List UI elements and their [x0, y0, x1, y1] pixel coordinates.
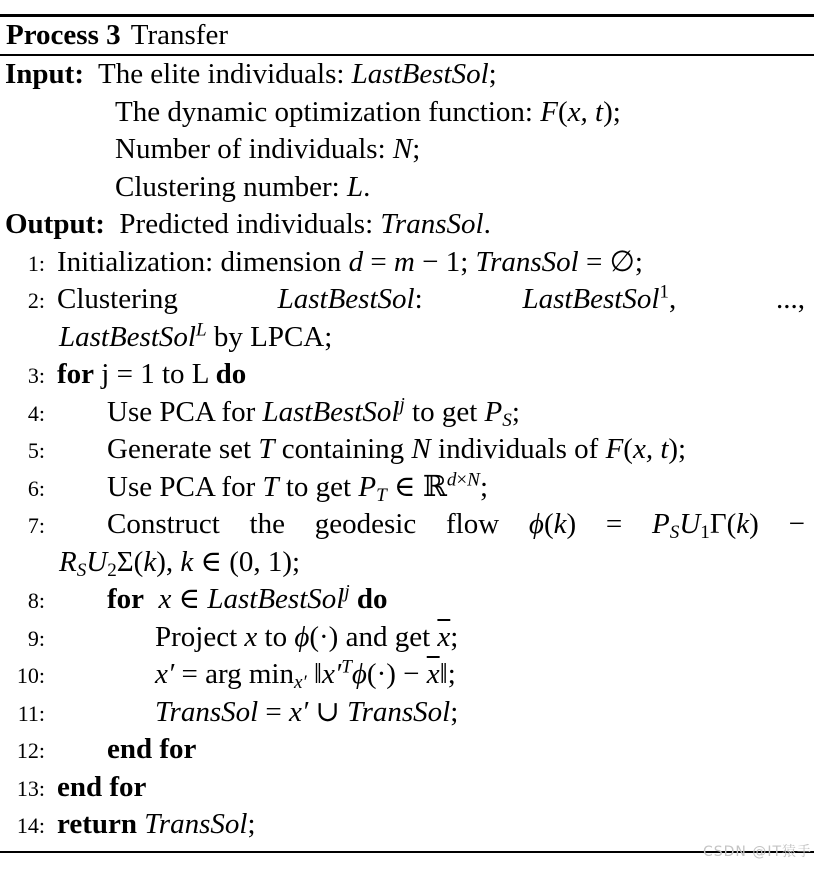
algo-line-3 — [0, 131, 814, 169]
algo-line-16 — [0, 619, 814, 657]
line-number: 8: — [27, 588, 45, 613]
algo-line-18 — [0, 694, 814, 732]
algo-line-15 — [0, 581, 814, 619]
line-content — [0, 56, 497, 94]
line-content — [57, 281, 805, 319]
process-title: Transfer — [130, 19, 228, 51]
algo-line-8 — [0, 319, 814, 357]
algo-line-19 — [0, 731, 814, 769]
line-content — [0, 206, 491, 244]
line-number: 11: — [17, 700, 45, 726]
line-content — [155, 656, 456, 694]
word: return TransSol; — [57, 808, 256, 840]
word: x′ = arg $\min_{x'}$ $‖x'^T\phi(\cdot)$ − $\overline{x}‖$; — [155, 656, 456, 693]
line-content — [0, 131, 420, 169]
algorithm-body — [0, 56, 814, 844]
word: ..., — [776, 283, 805, 315]
line-number: 7: — [27, 513, 45, 538]
word: Initialization: dimension d = m − 1; TransSol = ∅; — [57, 245, 643, 278]
line-number: 5: — [27, 438, 45, 463]
line-content — [57, 769, 146, 807]
line-content — [0, 94, 621, 132]
line-content — [0, 544, 300, 582]
word: Construct — [107, 508, 220, 540]
line-content — [155, 619, 458, 657]
line-content — [57, 244, 643, 282]
algorithm-header — [0, 17, 814, 54]
line-number: 14: — [16, 813, 45, 838]
algo-line-20 — [0, 769, 814, 807]
line-content — [0, 319, 332, 357]
line-number: 2: — [27, 288, 45, 313]
word: Project x to ϕ(·) and get $\overline{x}$; — [155, 620, 459, 653]
line-content — [107, 731, 196, 769]
word: = — [605, 508, 623, 540]
algo-line-4 — [0, 169, 814, 207]
word: LastBestSol$^L$ by LPCA; — [59, 318, 333, 353]
algo-line-9 — [0, 356, 814, 394]
algo-line-7 — [0, 281, 814, 319]
algo-line-11 — [0, 431, 814, 469]
word: flow — [445, 508, 500, 540]
line-content — [107, 581, 388, 619]
line-content — [0, 169, 370, 207]
line-content — [155, 694, 458, 732]
word: Input: The elite individuals: LastBestSol; — [5, 58, 497, 90]
word: Use PCA for LastBestSol$^j$ to get $P_S$; — [107, 393, 520, 431]
word: Clustering — [57, 283, 178, 315]
word: LastBestSol$^1$, — [522, 281, 677, 315]
word: end for — [107, 733, 197, 765]
algo-line-2 — [0, 94, 814, 132]
word: for j = 1 to L do — [57, 358, 247, 390]
word: Clustering number: L. — [115, 170, 371, 203]
word: Generate set T containing N individuals of F(x, t); — [107, 433, 687, 465]
word: $R_SU_2\Sigma(k)$, k ∈ (0, 1); — [59, 545, 301, 581]
word: $P_SU_1\Gamma(k)$ — [652, 508, 759, 543]
algo-line-1 — [0, 56, 814, 94]
line-number: 4: — [27, 400, 45, 426]
word: Number of individuals: N; — [115, 133, 421, 165]
line-number: 13: — [16, 775, 45, 801]
bottom-rule — [0, 851, 814, 853]
word: Output: Predicted individuals: TransSol. — [5, 208, 491, 240]
word: for x ∈ LastBestSol$^j$ do — [107, 581, 388, 615]
line-content — [107, 506, 805, 544]
line-content — [107, 469, 488, 507]
line-number: 10: — [16, 663, 45, 688]
line-content — [57, 356, 246, 394]
algo-line-17 — [0, 656, 814, 694]
algo-line-6 — [0, 244, 814, 282]
algo-line-21 — [0, 806, 814, 844]
algo-line-13 — [0, 506, 814, 544]
algo-line-12 — [0, 469, 814, 507]
word: TransSol = x′ ∪ TransSol; — [155, 695, 459, 728]
word: − — [788, 508, 805, 540]
algo-line-5 — [0, 206, 814, 244]
algo-line-10 — [0, 394, 814, 432]
word: The dynamic optimization function: F(x, t); — [115, 95, 621, 128]
algo-line-14 — [0, 544, 814, 582]
word: LastBestSol: — [277, 283, 423, 315]
line-number: 6: — [27, 475, 45, 501]
line-content — [107, 431, 686, 469]
line-number: 12: — [16, 738, 45, 763]
word: Use PCA for T to get $P_T$ ∈ ℝ$^{d\times N}$; — [107, 468, 488, 506]
line-number: 1: — [27, 250, 45, 276]
line-number: 3: — [27, 363, 45, 388]
line-content — [107, 394, 520, 432]
word: geodesic — [314, 508, 417, 540]
process-label: Process 3 — [6, 19, 121, 51]
csdn-watermark: CSDN @IT猿手 — [702, 844, 812, 860]
line-content — [57, 806, 256, 844]
line-number: 9: — [27, 625, 45, 651]
word: end for — [57, 770, 147, 803]
word: the — [249, 508, 285, 540]
word: ϕ(k) — [528, 508, 577, 540]
